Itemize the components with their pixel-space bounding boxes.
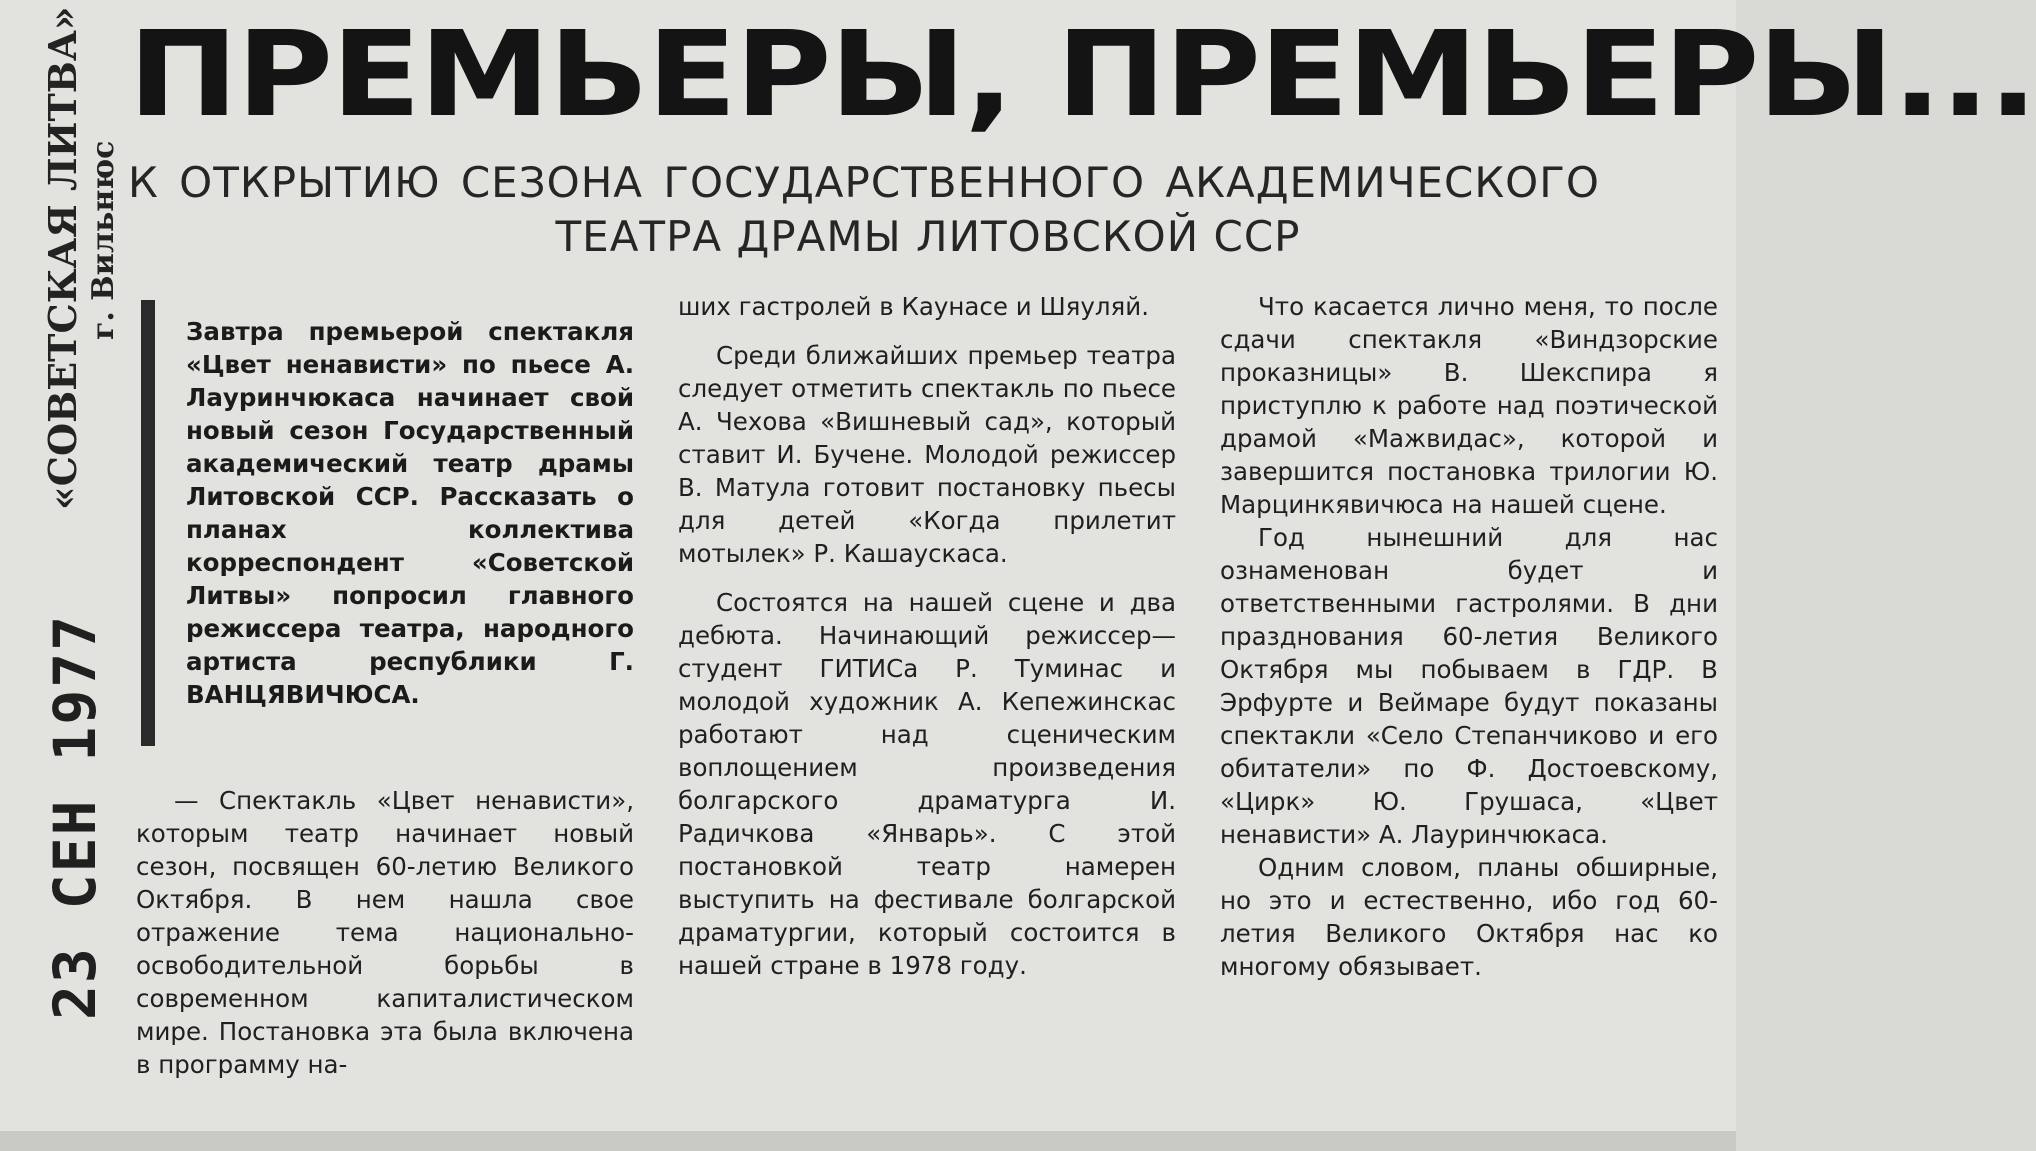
subtitle-line-1: К ОТКРЫТИЮ СЕЗОНА ГОСУДАРСТВЕННОГО АКАДЕМИЧЕСКОГО: [128, 158, 1600, 207]
article-subtitle: [128, 156, 1728, 264]
newspaper-source-stamp: [40, 6, 126, 510]
column-2-paragraph-1: ших гастролей в Каунасе и Шяуляй.: [678, 292, 1149, 321]
column-2: [678, 290, 1176, 982]
column-3: [1220, 290, 1718, 983]
newspaper-name: «СОВЕТСКАЯ ЛИТВА»: [40, 6, 85, 510]
column-3-paragraph-3: Одним словом, планы обширные, но это и естественно, ибо год 60-летия Великого Октября нас ко многому обязывает.: [1220, 853, 1718, 981]
newspaper-city: г. Вильнюс: [86, 140, 121, 340]
column-3-paragraph-2: Год нынешний для нас ознаменован будет и ответственными гастролями. В дни празднования 60-летия Великого Октября мы побываем в ГДР. В Эрфурте и Веймаре будут показаны спектакли «Село Степанчиково и его обитатели» по Ф. Достоевскому, «Цирк» Ю. Грушаса, «Цвет ненависти» А. Лауринчюкаса.: [1220, 523, 1718, 849]
intro-vertical-rule: [141, 300, 155, 746]
article-intro: Завтра премьерой спектакля «Цвет ненависти» по пьесе А. Лауринчюкаса начинает свой новый сезон Государственный академический театр драмы Литовской ССР. Рассказать о планах коллектива корреспондент «Советской Литвы» попросил главного режиссера театра, народного артиста республики Г. ВАНЦЯВИЧЮСА.: [186, 316, 634, 709]
column-2-paragraph-3: Состоятся на нашей сцене и два дебюта. Начинающий режиссер—студент ГИТИСа Р. Туминас и молодой художник А. Кепежинскас работают над сценическим воплощением произведения болгарского драматурга И. Радичкова «Январь». С этой постановкой театр намерен выступить на фестивале болгарской драматургии, который состоится в нашей стране в 1978 году.: [678, 588, 1176, 980]
column-2-paragraph-2: Среди ближайших премьер театра следует отметить спектакль по пьесе А. Чехова «Вишневый сад», который ставит И. Бучене. Молодой режиссер В. Матула готовит постановку пьесы для детей «Когда прилетит мотылек» Р. Кашаускаса.: [678, 341, 1176, 568]
column-3-paragraph-1: Что касается лично меня, то после сдачи спектакля «Виндзорские проказницы» В. Шекспира я приступлю к работе над поэтической драмой «Мажвидас», которой и завершится постановка трилогии Ю. Марцинкявичюса на нашей сцене.: [1220, 292, 1718, 519]
subtitle-line-2: ТЕАТРА ДРАМЫ ЛИТОВСКОЙ ССР: [555, 212, 1301, 261]
column-1-paragraph: — Спектакль «Цвет ненависти», которым театр начинает новый сезон, посвящен 60-летию Великого Октября. В нем нашла свое отражение тема национально-освободительной борьбы в современном капиталистическом мире. Постановка эта была включена в программу на-: [136, 786, 634, 1079]
clipping-bottom-edge: [0, 1131, 1736, 1151]
date-stamp: 23 СЕН 1977: [41, 613, 109, 1020]
column-1: [136, 784, 634, 1081]
article-headline: ПРЕМЬЕРЫ, ПРЕМЬЕРЫ...: [128, 5, 2036, 143]
